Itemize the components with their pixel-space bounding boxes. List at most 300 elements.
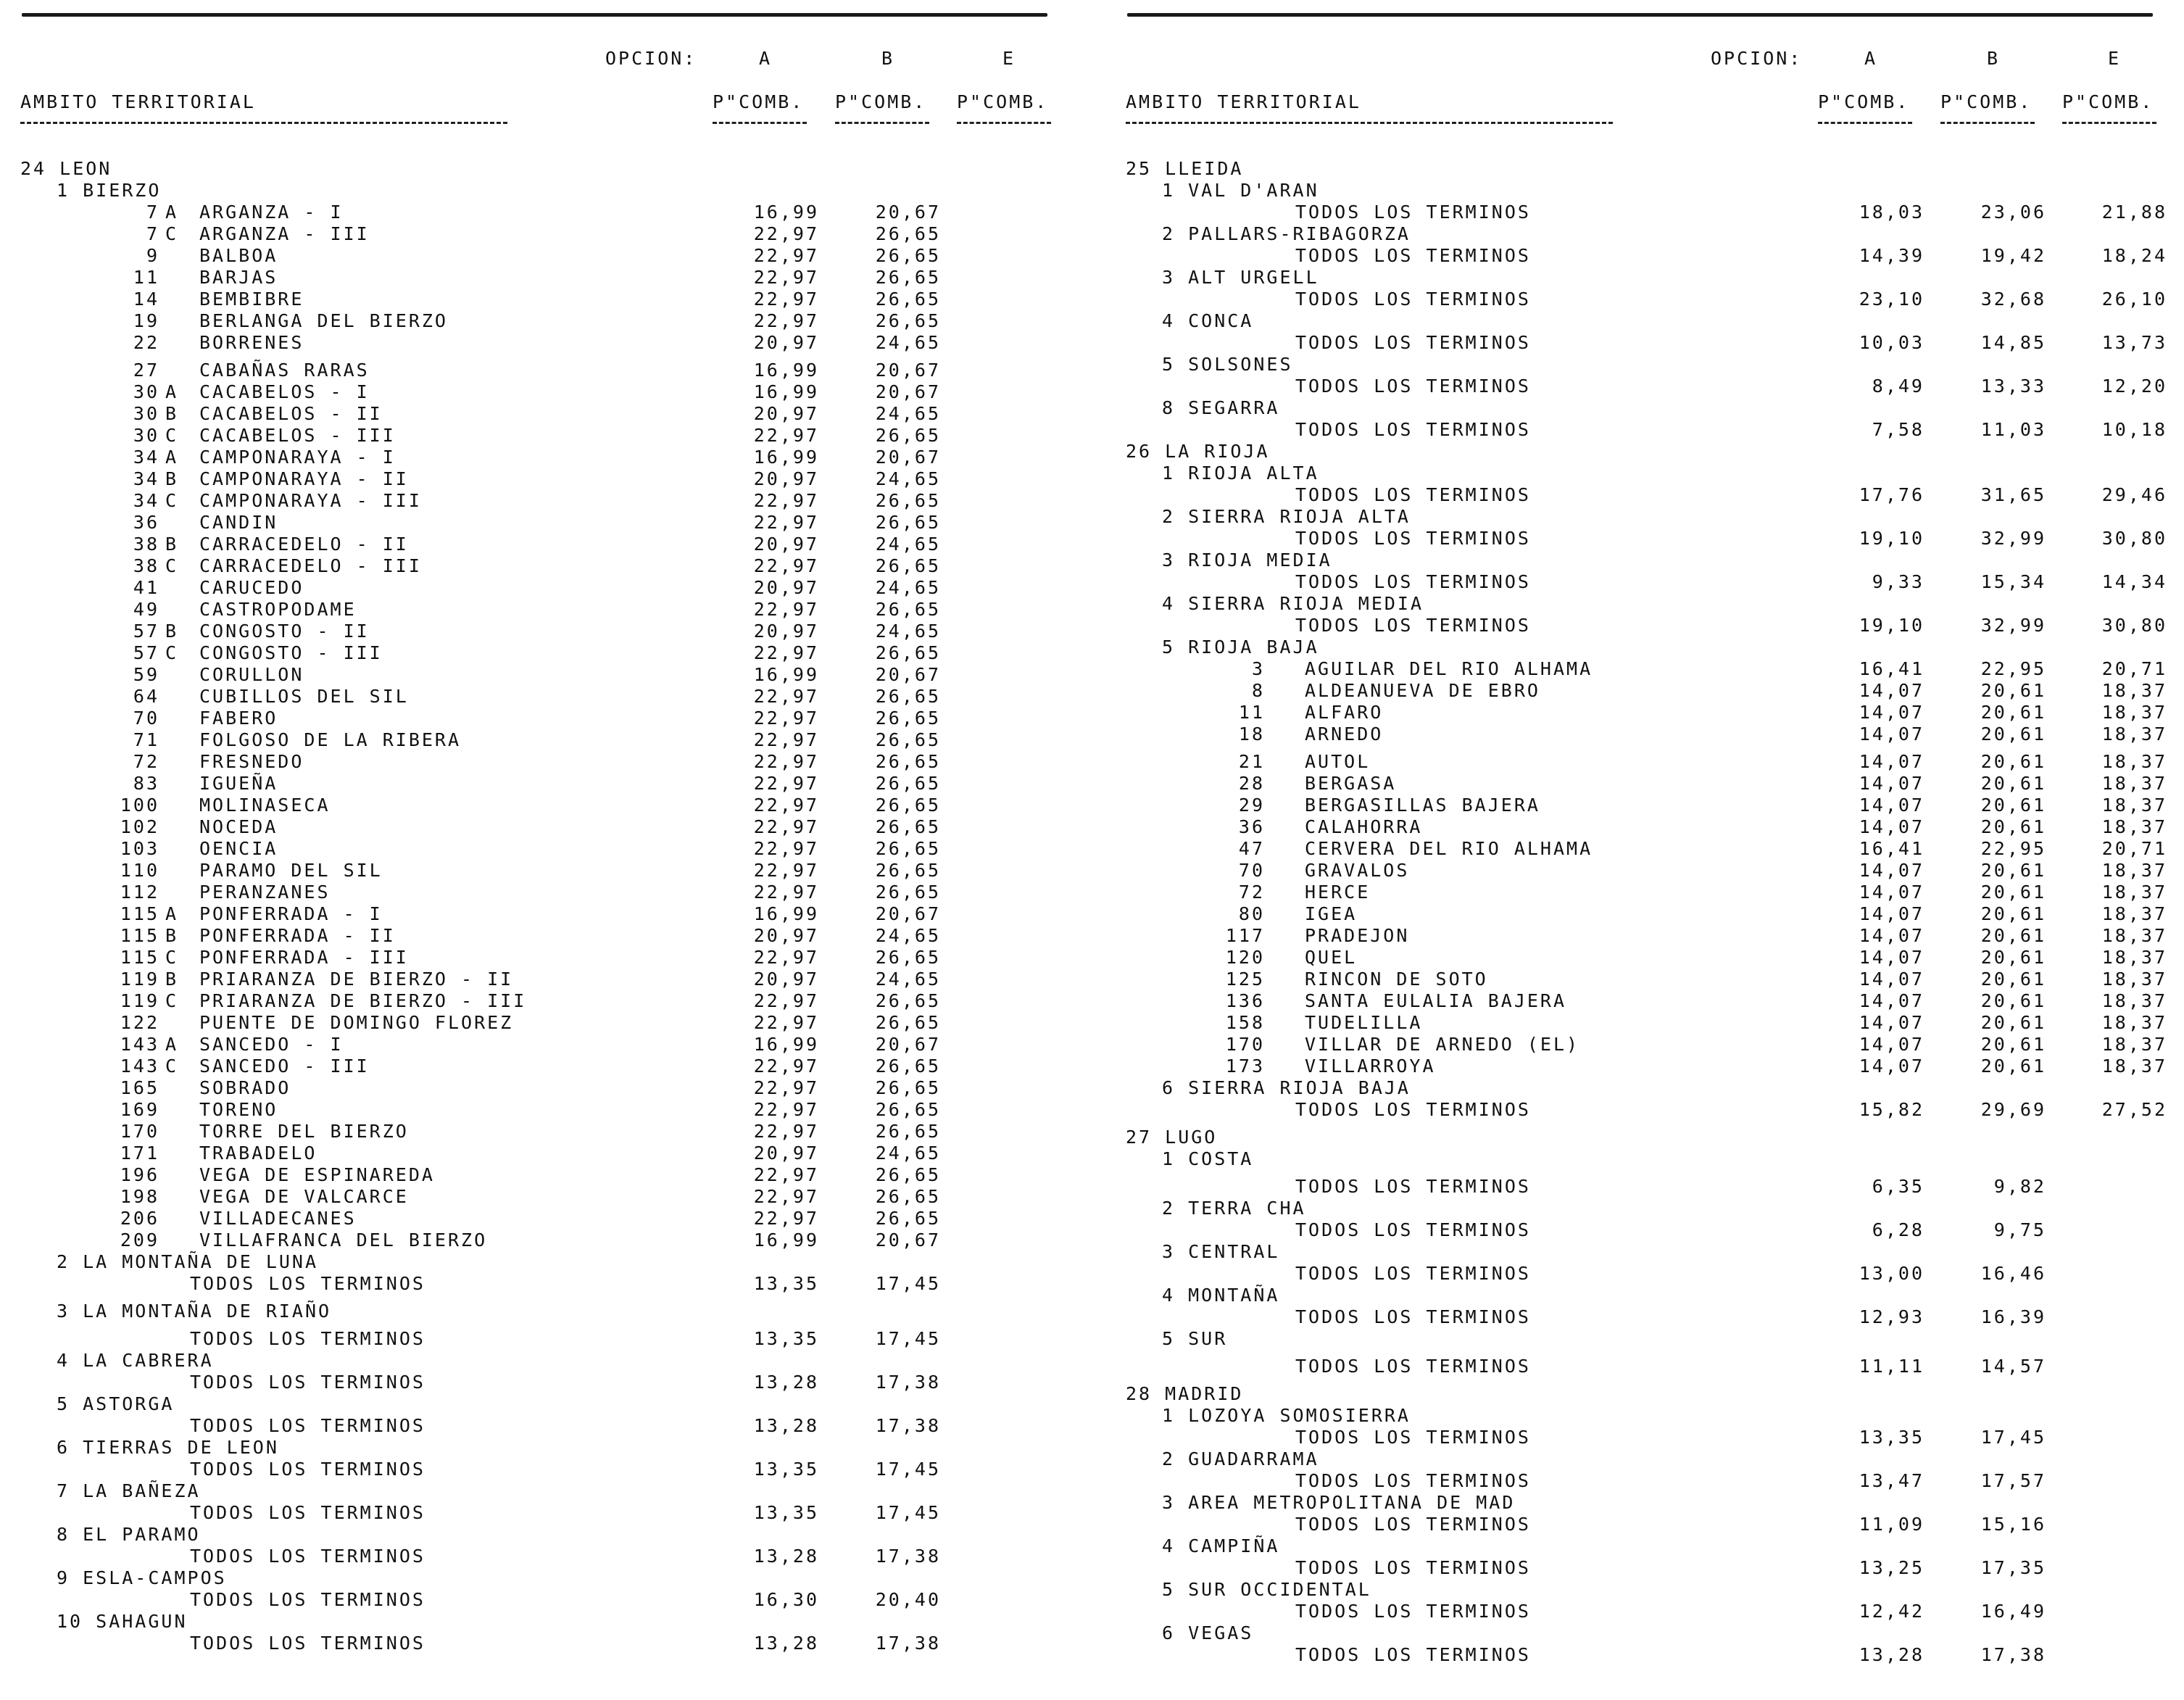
value-option-a: 16,99 (753, 903, 819, 924)
municipality-name: PARAMO DEL SIL (199, 860, 383, 881)
municipality-row (0, 425, 1073, 447)
municipality-code: 170 (120, 1121, 159, 1142)
value-option-b: 17,45 (875, 1273, 941, 1294)
comarca-label: 6 VEGAS (1162, 1622, 1254, 1643)
comarca-heading (0, 1480, 1073, 1502)
comarca-label: 1 BIERZO (57, 180, 162, 201)
municipality-name: TORRE DEL BIERZO (199, 1121, 409, 1142)
municipality-row (0, 332, 1073, 354)
comarca-heading (0, 180, 1073, 202)
value-option-b: 26,65 (875, 1186, 941, 1207)
all-terms-row (1105, 1557, 2178, 1579)
value-option-a: 14,07 (1859, 751, 1925, 772)
value-option-a: 13,28 (753, 1415, 819, 1436)
municipality-code: 38 (133, 534, 159, 555)
value-option-b: 26,65 (875, 310, 941, 331)
municipality-row (0, 882, 1073, 903)
value-option-b: 20,61 (1980, 1056, 2046, 1077)
municipality-name: NOCEDA (199, 816, 278, 837)
value-option-b: 17,38 (875, 1633, 941, 1654)
value-option-b: 14,57 (1980, 1356, 2046, 1377)
municipality-row (0, 686, 1073, 708)
value-option-e: 18,37 (2101, 947, 2167, 968)
all-terms-row (1105, 202, 2178, 223)
value-option-a: 14,07 (1859, 969, 1925, 990)
value-option-b: 20,61 (1980, 702, 2046, 723)
value-option-a: 13,35 (753, 1459, 819, 1480)
value-option-b: 20,61 (1980, 773, 2046, 794)
comarca-heading (1105, 550, 2178, 571)
all-terms-row (1105, 419, 2178, 441)
municipality-row (0, 468, 1073, 490)
value-option-a: 16,99 (753, 1034, 819, 1055)
municipality-row (0, 642, 1073, 664)
municipality-row (0, 223, 1073, 245)
municipality-name: CALAHORRA (1305, 816, 1423, 837)
all-terms-label: TODOS LOS TERMINOS (1295, 1514, 1531, 1535)
value-option-b: 26,65 (875, 1099, 941, 1120)
value-option-a: 14,07 (1859, 990, 1925, 1011)
all-terms-label: TODOS LOS TERMINOS (1295, 1427, 1531, 1448)
value-option-e: 26,10 (2101, 289, 2167, 310)
value-option-e: 18,37 (2101, 860, 2167, 881)
municipality-code: 125 (1225, 969, 1265, 990)
municipality-name: IGUEÑA (199, 773, 278, 794)
municipality-code: 34 (133, 490, 159, 511)
value-option-a: 22,97 (753, 990, 819, 1011)
municipality-row (1105, 969, 2178, 990)
comarca-label: 8 SEGARRA (1162, 397, 1280, 418)
value-option-b: 22,95 (1980, 658, 2046, 679)
value-option-b: 22,95 (1980, 838, 2046, 859)
value-option-a: 18,03 (1859, 202, 1925, 223)
comarca-heading (0, 1251, 1073, 1273)
value-option-a: 16,41 (1859, 838, 1925, 859)
comarca-label: 7 LA BAÑEZA (57, 1480, 201, 1501)
value-option-b: 23,06 (1980, 202, 2046, 223)
municipality-name: PONFERRADA - III (199, 947, 409, 968)
municipality-code: 206 (120, 1208, 159, 1229)
comarca-label: 3 ALT URGELL (1162, 267, 1319, 288)
municipality-code: 170 (1225, 1034, 1265, 1055)
municipality-code: 64 (133, 686, 159, 707)
comarca-heading (1105, 1198, 2178, 1219)
municipality-code: 30 (133, 425, 159, 446)
value-option-e: 18,37 (2101, 816, 2167, 837)
value-option-a: 13,28 (1859, 1644, 1925, 1665)
value-option-b: 20,61 (1980, 947, 2046, 968)
municipality-code: 9 (146, 245, 159, 266)
col-a-underline (713, 122, 807, 124)
value-option-b: 24,65 (875, 1143, 941, 1164)
municipality-code: 196 (120, 1164, 159, 1185)
province-heading (1105, 1383, 2178, 1405)
comarca-heading (1105, 354, 2178, 376)
value-option-a: 13,35 (753, 1502, 819, 1523)
value-option-a: 15,82 (1859, 1099, 1925, 1120)
all-terms-label: TODOS LOS TERMINOS (1295, 615, 1531, 636)
municipality-name: RINCON DE SOTO (1305, 969, 1488, 990)
all-terms-row (1105, 484, 2178, 506)
value-option-b: 29,69 (1980, 1099, 2046, 1120)
value-option-a: 22,97 (753, 860, 819, 881)
value-option-a: 14,07 (1859, 903, 1925, 924)
value-option-b: 17,45 (875, 1459, 941, 1480)
value-option-e: 18,37 (2101, 702, 2167, 723)
comarca-heading (1105, 1077, 2178, 1099)
value-option-b: 26,65 (875, 686, 941, 707)
all-terms-label: TODOS LOS TERMINOS (1295, 1644, 1531, 1665)
value-option-b: 17,45 (1980, 1427, 2046, 1448)
comarca-heading (1105, 463, 2178, 484)
value-option-b: 17,38 (875, 1415, 941, 1436)
all-terms-label: TODOS LOS TERMINOS (190, 1415, 425, 1436)
municipality-name: ALFARO (1305, 702, 1384, 723)
comarca-heading (0, 1437, 1073, 1459)
value-option-b: 20,61 (1980, 860, 2046, 881)
comarca-label: 9 ESLA-CAMPOS (57, 1567, 227, 1588)
municipality-name: AUTOL (1305, 751, 1371, 772)
comarca-heading (1105, 637, 2178, 658)
municipality-name: AGUILAR DEL RIO ALHAMA (1305, 658, 1593, 679)
municipality-name: SANCEDO - III (199, 1056, 370, 1077)
comarca-label: 5 SUR (1162, 1328, 1228, 1349)
value-option-a: 22,97 (753, 425, 819, 446)
value-option-a: 20,97 (753, 468, 819, 489)
municipality-code: 198 (120, 1186, 159, 1207)
comarca-label: 3 AREA METROPOLITANA DE MAD (1162, 1492, 1516, 1513)
value-option-a: 13,28 (753, 1372, 819, 1393)
municipality-row (0, 729, 1073, 751)
comarca-label: 6 TIERRAS DE LEON (57, 1437, 279, 1458)
municipality-row (0, 1099, 1073, 1121)
municipality-code: 70 (1238, 860, 1265, 881)
all-terms-label: TODOS LOS TERMINOS (190, 1459, 425, 1480)
municipality-code: 57 (133, 642, 159, 663)
municipality-code: 143 (120, 1034, 159, 1055)
all-terms-label: TODOS LOS TERMINOS (190, 1546, 425, 1567)
municipality-name: CAMPONARAYA - I (199, 447, 396, 468)
all-terms-row (1105, 1219, 2178, 1241)
municipality-name: CUBILLOS DEL SIL (199, 686, 409, 707)
value-option-a: 23,10 (1859, 289, 1925, 310)
value-option-a: 20,97 (753, 925, 819, 946)
value-option-b: 24,65 (875, 332, 941, 353)
municipality-code: 122 (120, 1012, 159, 1033)
value-option-a: 22,97 (753, 816, 819, 837)
municipality-code: 71 (133, 729, 159, 750)
value-option-a: 12,93 (1859, 1306, 1925, 1327)
municipality-name: CACABELOS - III (199, 425, 396, 446)
municipality-suffix: C (165, 642, 179, 663)
municipality-row (0, 795, 1073, 816)
value-option-b: 16,49 (1980, 1601, 2046, 1622)
municipality-code: 8 (1251, 680, 1265, 701)
ambito-underline (20, 122, 507, 124)
value-option-e: 18,37 (2101, 925, 2167, 946)
all-terms-label: TODOS LOS TERMINOS (1295, 1306, 1531, 1327)
municipality-name: CORULLON (199, 664, 304, 685)
municipality-row (1105, 816, 2178, 838)
comarca-heading (1105, 506, 2178, 528)
municipality-name: FABERO (199, 708, 278, 729)
value-option-b: 20,67 (875, 1034, 941, 1055)
value-option-b: 20,61 (1980, 723, 2046, 745)
municipality-suffix: C (165, 425, 179, 446)
col-b-underline (1940, 122, 2035, 124)
comarca-label: 1 LOZOYA SOMOSIERRA (1162, 1405, 1411, 1426)
municipality-name: PERANZANES (199, 882, 331, 903)
value-option-b: 19,42 (1980, 245, 2046, 266)
value-option-b: 17,38 (1980, 1644, 2046, 1665)
value-option-e: 21,88 (2101, 202, 2167, 223)
col-e-underline (957, 122, 1051, 124)
value-option-a: 20,97 (753, 1143, 819, 1164)
comarca-heading (1105, 267, 2178, 289)
municipality-name: BEMBIBRE (199, 289, 304, 310)
all-terms-row (1105, 245, 2178, 267)
municipality-row (0, 773, 1073, 795)
all-terms-row (0, 1502, 1073, 1524)
municipality-row (0, 1230, 1073, 1251)
value-option-a: 11,11 (1859, 1356, 1925, 1377)
municipality-suffix: B (165, 468, 179, 489)
value-option-a: 22,97 (753, 882, 819, 903)
municipality-code: 158 (1225, 1012, 1265, 1033)
comarca-label: 1 VAL D'ARAN (1162, 180, 1319, 201)
value-option-b: 20,61 (1980, 882, 2046, 903)
comarca-heading (0, 1524, 1073, 1546)
municipality-row (0, 1056, 1073, 1077)
municipality-suffix: B (165, 534, 179, 555)
comarca-label: 1 RIOJA ALTA (1162, 463, 1319, 484)
value-option-b: 26,65 (875, 729, 941, 750)
municipality-code: 136 (1225, 990, 1265, 1011)
province-label: 24 LEON (20, 158, 112, 179)
comarca-label: 2 LA MONTAÑA DE LUNA (57, 1251, 319, 1272)
comarca-heading (1105, 1579, 2178, 1601)
value-option-e: 18,37 (2101, 990, 2167, 1011)
all-terms-label: TODOS LOS TERMINOS (1295, 1470, 1531, 1491)
value-option-b: 16,46 (1980, 1263, 2046, 1284)
province-heading (1105, 1127, 2178, 1148)
municipality-row (1105, 723, 2178, 745)
comarca-label: 6 SIERRA RIOJA BAJA (1162, 1077, 1411, 1098)
all-terms-label: TODOS LOS TERMINOS (1295, 1176, 1531, 1197)
value-option-a: 22,97 (753, 310, 819, 331)
top-rule (22, 13, 1047, 17)
value-option-b: 26,65 (875, 599, 941, 620)
all-terms-row (1105, 571, 2178, 593)
value-option-a: 8,49 (1872, 376, 1925, 397)
all-terms-row (1105, 1514, 2178, 1535)
municipality-code: 119 (120, 990, 159, 1011)
municipality-suffix: C (165, 990, 179, 1011)
value-option-a: 14,07 (1859, 925, 1925, 946)
value-option-b: 26,65 (875, 289, 941, 310)
municipality-name: VILLARROYA (1305, 1056, 1436, 1077)
municipality-row (0, 202, 1073, 223)
municipality-row (0, 245, 1073, 267)
value-option-a: 14,07 (1859, 1056, 1925, 1077)
comarca-heading (0, 1393, 1073, 1415)
option-a-label: A (759, 48, 773, 69)
comarca-label: 2 PALLARS-RIBAGORZA (1162, 223, 1411, 244)
ambito-territorial-label: AMBITO TERRITORIAL (1126, 91, 1361, 112)
value-option-a: 7,58 (1872, 419, 1925, 440)
municipality-row (1105, 751, 2178, 773)
municipality-suffix: B (165, 925, 179, 946)
municipality-row (0, 925, 1073, 947)
all-terms-label: TODOS LOS TERMINOS (1295, 1356, 1531, 1377)
municipality-code: 22 (133, 332, 159, 353)
value-option-b: 20,67 (875, 381, 941, 402)
value-option-a: 14,07 (1859, 882, 1925, 903)
all-terms-row (1105, 1644, 2178, 1666)
value-option-b: 20,61 (1980, 680, 2046, 701)
value-option-a: 6,35 (1872, 1176, 1925, 1197)
value-option-a: 17,76 (1859, 484, 1925, 505)
municipality-name: PRIARANZA DE BIERZO - II (199, 969, 514, 990)
value-option-a: 16,99 (753, 360, 819, 381)
municipality-code: 11 (133, 267, 159, 288)
value-option-a: 22,97 (753, 1077, 819, 1098)
top-rule (1127, 13, 2153, 17)
value-option-e: 14,34 (2101, 571, 2167, 592)
all-terms-label: TODOS LOS TERMINOS (1295, 1263, 1531, 1284)
municipality-row (1105, 838, 2178, 860)
value-option-a: 22,97 (753, 838, 819, 859)
value-option-a: 22,97 (753, 729, 819, 750)
municipality-name: CAMPONARAYA - II (199, 468, 409, 489)
municipality-code: 41 (133, 577, 159, 598)
value-option-e: 18,37 (2101, 1034, 2167, 1055)
comarca-label: 2 GUADARRAMA (1162, 1448, 1319, 1469)
value-option-a: 22,97 (753, 947, 819, 968)
municipality-row (0, 267, 1073, 289)
all-terms-row (0, 1415, 1073, 1437)
value-option-a: 22,97 (753, 795, 819, 816)
comarca-heading (0, 1350, 1073, 1372)
municipality-code: 72 (1238, 882, 1265, 903)
comarca-label: 3 RIOJA MEDIA (1162, 550, 1332, 571)
all-terms-row (1105, 528, 2178, 550)
municipality-code: 169 (120, 1099, 159, 1120)
ambito-underline (1126, 122, 1613, 124)
municipality-code: 171 (120, 1143, 159, 1164)
value-option-b: 20,67 (875, 664, 941, 685)
value-option-b: 20,61 (1980, 969, 2046, 990)
comarca-heading (1105, 180, 2178, 202)
municipality-name: PONFERRADA - I (199, 903, 383, 924)
left-table-body (0, 158, 1073, 1654)
municipality-name: FOLGOSO DE LA RIBERA (199, 729, 462, 750)
municipality-name: ARGANZA - I (199, 202, 344, 223)
comarca-label: 5 RIOJA BAJA (1162, 637, 1319, 658)
value-option-a: 22,97 (753, 1099, 819, 1120)
value-option-b: 24,65 (875, 621, 941, 642)
municipality-code: 112 (120, 882, 159, 903)
municipality-name: VEGA DE ESPINAREDA (199, 1164, 435, 1185)
municipality-row (1105, 658, 2178, 680)
all-terms-label: TODOS LOS TERMINOS (190, 1633, 425, 1654)
province-label: 27 LUGO (1126, 1127, 1218, 1148)
municipality-name: BERLANGA DEL BIERZO (199, 310, 448, 331)
value-option-b: 26,65 (875, 267, 941, 288)
value-option-b: 26,65 (875, 1077, 941, 1098)
municipality-code: 30 (133, 403, 159, 424)
municipality-name: TUDELILLA (1305, 1012, 1423, 1033)
comarca-label: 8 EL PARAMO (57, 1524, 201, 1545)
col-b-underline (835, 122, 929, 124)
all-terms-row (0, 1589, 1073, 1611)
value-option-a: 22,97 (753, 1012, 819, 1033)
col-e-label: P"COMB. (957, 91, 1049, 112)
municipality-row (0, 708, 1073, 729)
value-option-b: 26,65 (875, 947, 941, 968)
value-option-a: 20,97 (753, 621, 819, 642)
option-b-label: B (1987, 48, 2001, 69)
all-terms-label: TODOS LOS TERMINOS (1295, 571, 1531, 592)
comarca-label: 4 SIERRA RIOJA MEDIA (1162, 593, 1424, 614)
municipality-name: CARUCEDO (199, 577, 304, 598)
comarca-heading (1105, 1241, 2178, 1263)
municipality-row (0, 1121, 1073, 1143)
value-option-b: 26,65 (875, 1164, 941, 1185)
municipality-name: BALBOA (199, 245, 278, 266)
value-option-b: 20,67 (875, 1230, 941, 1251)
value-option-b: 26,65 (875, 1208, 941, 1229)
value-option-a: 14,07 (1859, 1012, 1925, 1033)
value-option-b: 31,65 (1980, 484, 2046, 505)
municipality-name: CARRACEDELO - II (199, 534, 409, 555)
municipality-name: MOLINASECA (199, 795, 331, 816)
municipality-code: 119 (120, 969, 159, 990)
value-option-a: 16,30 (753, 1589, 819, 1610)
value-option-b: 14,85 (1980, 332, 2046, 353)
value-option-b: 13,33 (1980, 376, 2046, 397)
value-option-a: 16,99 (753, 1230, 819, 1251)
comarca-heading (0, 1611, 1073, 1633)
value-option-a: 22,97 (753, 555, 819, 576)
value-option-b: 20,61 (1980, 1034, 2046, 1055)
municipality-row (0, 1208, 1073, 1230)
municipality-row (1105, 680, 2178, 702)
value-option-b: 26,65 (875, 1056, 941, 1077)
value-option-a: 14,07 (1859, 702, 1925, 723)
value-option-b: 17,57 (1980, 1470, 2046, 1491)
value-option-b: 20,67 (875, 903, 941, 924)
municipality-row (0, 860, 1073, 882)
all-terms-row (0, 1459, 1073, 1480)
value-option-b: 26,65 (875, 773, 941, 794)
comarca-heading (1105, 310, 2178, 332)
value-option-e: 13,73 (2101, 332, 2167, 353)
value-option-a: 13,35 (753, 1273, 819, 1294)
value-option-b: 17,45 (875, 1328, 941, 1349)
value-option-a: 14,39 (1859, 245, 1925, 266)
all-terms-label: TODOS LOS TERMINOS (1295, 1099, 1531, 1120)
value-option-e: 30,80 (2101, 615, 2167, 636)
municipality-row (0, 990, 1073, 1012)
value-option-b: 26,65 (875, 555, 941, 576)
value-option-b: 17,38 (875, 1546, 941, 1567)
option-b-label: B (881, 48, 895, 69)
value-option-b: 17,45 (875, 1502, 941, 1523)
municipality-code: 3 (1251, 658, 1265, 679)
value-option-b: 26,65 (875, 1012, 941, 1033)
municipality-name: BERGASA (1305, 773, 1397, 794)
